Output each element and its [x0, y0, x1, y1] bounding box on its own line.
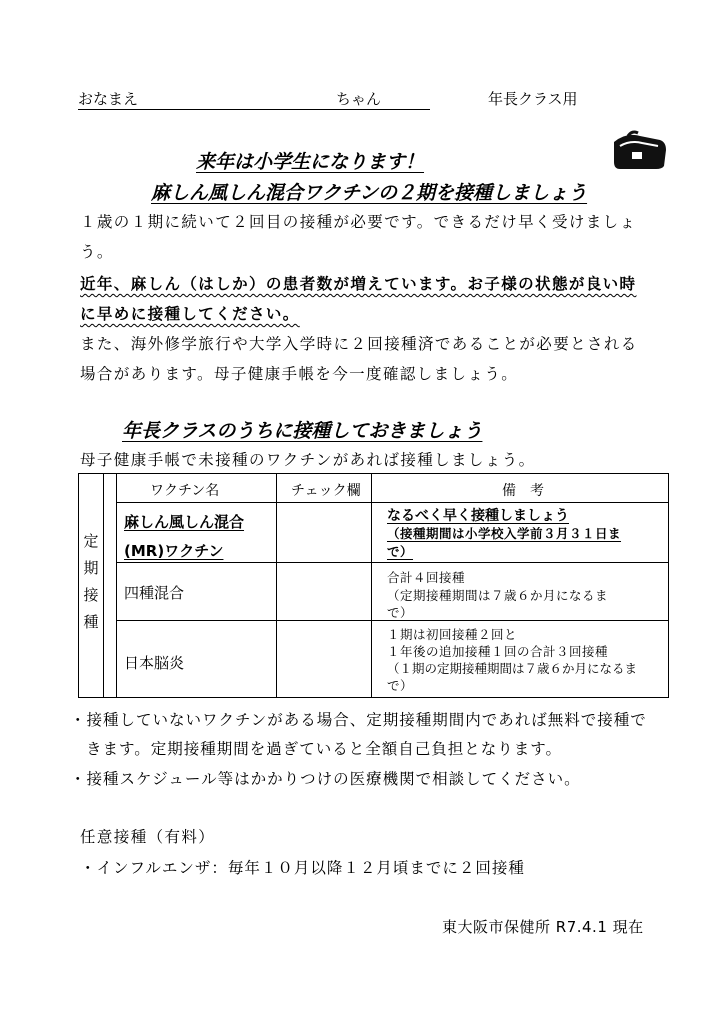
intro-p3-line2: 場合があります。母子健康手帳を今一度確認しましょう。 [80, 365, 519, 383]
section2-subtitle: 母子健康手帳で未接種のワクチンがあれば接種しましょう。 [80, 451, 536, 469]
row-je-note-line2: １年後の追加接種１回の合計３回接種 [387, 644, 609, 659]
table-col-divider [116, 474, 117, 697]
intro-p3-line1: また、海外修学旅行や大学入学時に２回接種済であることが必要とされる [80, 335, 638, 353]
row-4mix-note-line1: 合計４回接種 [387, 570, 466, 585]
row-mr-note-line3: で） [387, 544, 414, 559]
vaccine-table [103, 473, 669, 698]
side-char: 種 [83, 613, 99, 631]
row-mr-note-line1: なるべく早く接種しましょう [387, 508, 569, 524]
row-4mix-note-line3: で） [387, 605, 414, 620]
row-4mix-note-line2: （定期接種期間は７歳６か月になるま [387, 588, 609, 603]
section2-title: 年長クラスのうちに接種しておきましょう [122, 420, 483, 442]
row-4mix-name: 四種混合 [124, 584, 185, 602]
intro-p1-line2: う。 [80, 243, 114, 261]
title-line2: 麻しん風しん混合ワクチンの２期を接種しましょう [151, 182, 588, 204]
row-je-note-line3: （１期の定期接種期間は７歳６か月になるま [387, 661, 638, 676]
footer-issuer: 東大阪市保健所 R7.4.1 現在 [442, 918, 644, 936]
chan-label: ちゃん [336, 90, 382, 108]
bullet2: ・接種スケジュール等はかかりつけの医療機関で相談してください。 [70, 770, 581, 788]
table-row-divider [116, 502, 668, 503]
name-label: おなまえ [78, 90, 139, 108]
header-check: チェック欄 [291, 483, 361, 499]
table-col-divider [371, 474, 372, 697]
table-row-divider [116, 562, 668, 563]
intro-p2-line1: 近年、麻しん（はしか）の患者数が増えています。お子様の状態が良い時 [80, 275, 637, 293]
name-underline [78, 109, 430, 110]
optional-title: 任意接種（有料） [80, 828, 216, 846]
table-col-divider [276, 474, 277, 697]
side-char: 定 [83, 532, 99, 550]
bullet1-line2: きます。定期接種期間を過ぎていると全額自己負担となります。 [86, 740, 563, 758]
school-bag-icon [606, 130, 668, 170]
row-je-note-line1: １期は初回接種２回と [387, 627, 518, 642]
row-mr-name-line2: (MR)ワクチン [124, 542, 224, 560]
row-je-note-line4: で） [387, 678, 414, 693]
row-mr-note-line2: （接種期間は小学校入学前３月３１日ま [387, 526, 622, 541]
header-notes: 備 考 [502, 483, 544, 499]
row-mr-name-line1: 麻しん風しん混合 [124, 513, 245, 531]
header-vaccine: ワクチン名 [150, 483, 220, 499]
intro-p2-line2: に早めに接種してください。 [80, 305, 300, 323]
bullet1-line1: ・接種していないワクチンがある場合、定期接種期間内であれば無料で接種で [70, 711, 647, 729]
intro-p1-line1: １歳の１期に続いて２回目の接種が必要です。できるだけ早く受けましょ [80, 213, 637, 231]
row-je-name: 日本脳炎 [124, 654, 185, 672]
side-label-box [78, 473, 103, 698]
optional-item: ・インフルエンザ：毎年１０月以降１２月頃までに２回接種 [80, 859, 525, 877]
title-line1: 来年は小学生になります！ [196, 151, 425, 173]
side-char: 接 [83, 586, 99, 604]
class-label: 年長クラス用 [488, 90, 578, 108]
side-char: 期 [83, 559, 99, 577]
